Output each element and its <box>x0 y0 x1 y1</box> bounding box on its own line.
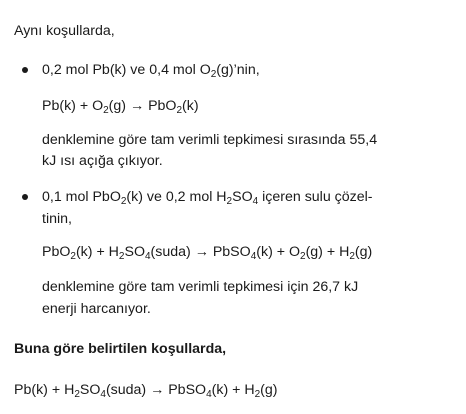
subscript: 2 <box>226 196 233 207</box>
subscript: 2 <box>176 105 183 116</box>
text-segment: 0,1 mol PbO <box>42 189 121 205</box>
bullet1-line1 <box>42 61 260 79</box>
subscript: 4 <box>250 251 257 262</box>
text-segment: (k) + H <box>75 244 119 260</box>
text-segment: (k) + H <box>211 382 255 398</box>
bullet2-text2: enerji harcanıyor. <box>42 301 151 317</box>
text-segment: (g) + H <box>305 244 350 260</box>
subscript: 2 <box>74 389 80 400</box>
subscript: 2 <box>210 69 217 80</box>
subscript: 2 <box>70 251 76 262</box>
text-segment: Pb(k) + H <box>14 382 75 398</box>
text-segment: Pb(k) + O <box>42 98 104 114</box>
subscript: 4 <box>206 389 212 400</box>
subscript: 4 <box>144 251 151 262</box>
subscript: 4 <box>100 389 106 400</box>
bullet2-equation <box>42 243 372 261</box>
bullet2-text1: denklemine göre tam verimli tepkimesi için 26,7 kJ <box>42 279 359 295</box>
text-segment: SO <box>79 382 101 398</box>
bullet1-equation <box>42 97 199 115</box>
bullet1-text1: denklemine göre tam verimli tepkimesi sırasında 55,4 <box>42 132 378 148</box>
text-segment: (g) <box>260 382 278 398</box>
text-segment: (suda) → PbSO <box>105 382 207 398</box>
text-segment: PbO <box>42 244 71 260</box>
text-segment: (k) <box>182 98 199 114</box>
text-segment: 0,2 mol Pb(k) ve 0,4 mol O <box>42 62 211 78</box>
text-segment: (k) + O <box>256 244 300 260</box>
question-heading: Buna göre belirtilen koşullarda, <box>14 341 227 357</box>
subscript: 4 <box>252 196 259 207</box>
subscript: 2 <box>103 105 109 116</box>
final-equation <box>14 381 278 399</box>
subscript: 2 <box>349 251 355 262</box>
bullet2-line2: tinin, <box>42 211 72 227</box>
text-segment: SO <box>232 189 253 205</box>
text-segment: SO <box>124 244 145 260</box>
subscript: 2 <box>120 196 127 207</box>
subscript: 2 <box>118 251 125 262</box>
text-segment: içeren sulu çözel- <box>258 189 373 205</box>
subscript: 2 <box>254 389 261 400</box>
subscript: 2 <box>300 251 306 262</box>
text-segment: (k) ve 0,2 mol H <box>126 189 227 205</box>
bullet2-line1 <box>42 188 373 206</box>
bullet1-text2: kJ ısı açığa çıkıyor. <box>42 153 163 169</box>
text-segment: (g) → PbO <box>108 98 177 114</box>
bullet-marker-1 <box>22 67 28 73</box>
text-segment: (g) <box>354 244 373 260</box>
text-segment: (suda) → PbSO <box>150 244 251 260</box>
intro-text: Aynı koşullarda, <box>14 23 115 39</box>
bullet-marker-2 <box>22 194 28 200</box>
text-segment: (g)’nin, <box>216 62 260 78</box>
